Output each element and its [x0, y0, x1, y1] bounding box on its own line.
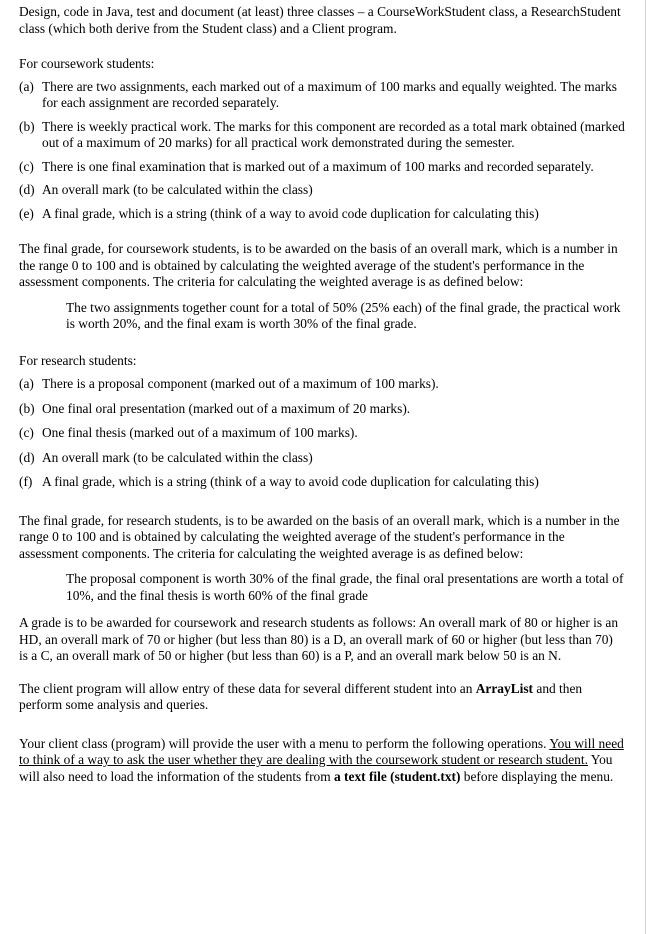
- list-marker: (e): [19, 205, 34, 221]
- list-marker: (b): [19, 118, 35, 134]
- list-item-text: An overall mark (to be calculated within the class): [42, 449, 313, 465]
- research-list: [19, 376, 625, 491]
- coursework-criteria: The two assignments together count for a total of 50% (25% each) of the final grade, the practical work is worth 20%, and the final exam is worth 30% of the final grade.: [66, 299, 621, 331]
- menu-paragraph: [19, 736, 625, 786]
- list-item: [19, 79, 625, 112]
- student-file-term: a text file (student.txt): [334, 768, 461, 784]
- list-item-text: One final thesis (marked out of a maximum of 100 marks).: [42, 425, 358, 440]
- coursework-list: [19, 79, 625, 223]
- research-criteria: The proposal component is worth 30% of the final grade, the final oral presentations are worth a total of 10%, and the final thesis is worth 60% of the final grade: [66, 571, 624, 603]
- list-marker: (b): [19, 400, 35, 416]
- list-marker: (d): [19, 182, 35, 197]
- list-item: [19, 206, 625, 223]
- list-marker: (c): [19, 425, 34, 440]
- menu-text-underlined: You will need to think of a way to ask the user whether they are dealing with the coursework student or research student.: [19, 735, 624, 767]
- list-item: [19, 450, 625, 467]
- list-item-text: One final oral presentation (marked out of a maximum of 20 marks).: [42, 400, 411, 416]
- list-item-text: There is a proposal component (marked out of a maximum of 100 marks).: [42, 376, 439, 391]
- arraylist-term: ArrayList: [475, 680, 534, 696]
- list-item-text: There is weekly practical work. The marks for this component are recorded as a total mark obtained (marked out of a maximum of 20 marks) for all practical work demonstrated during the semester.: [42, 118, 625, 150]
- list-marker: (a): [19, 376, 34, 391]
- coursework-grade-paragraph: The final grade, for coursework students, is to be awarded on the basis of an overall mark, which is a number in the range 0 to 100 and is obtained by calculating the weighted average of the student's performance in the assessment components. The criteria for calculating the weighted average is as defined below:: [19, 241, 618, 289]
- intro-paragraph: Design, code in Java, test and document (at least) three classes – a CourseWorkStudent class, a ResearchStudent class (which both derive from the Student class) and a Client program.: [19, 4, 621, 36]
- list-item-text: An overall mark (to be calculated within the class): [42, 182, 313, 197]
- list-item: [19, 119, 625, 152]
- list-item: [19, 474, 625, 491]
- list-item: [19, 401, 625, 418]
- list-marker: (d): [19, 449, 35, 465]
- list-item-text: A final grade, which is a string (think of a way to avoid code duplication for calculating this): [42, 205, 539, 221]
- list-item-text: A final grade, which is a string (think of a way to avoid code duplication for calculating this): [42, 474, 539, 489]
- research-heading: For research students:: [19, 352, 137, 368]
- grades-paragraph: A grade is to be awarded for coursework and research students as follows: An overall mark of 80 or higher is an HD, an overall mark of 70 or higher (but less than 80) is a D, an overall mark of 60 or higher (but less than 70) is a C, an overall mark of 50 or higher (but less than 60) is a P, and an overall mark below 50 is an N.: [19, 615, 619, 663]
- list-item: [19, 376, 625, 393]
- list-item: [19, 425, 625, 442]
- list-item-text: There is one final examination that is marked out of a maximum of 100 marks and recorded separately.: [42, 158, 594, 174]
- coursework-heading: For coursework students:: [19, 56, 155, 71]
- client-text-start: The client program will allow entry of these data for several different student into an: [19, 680, 476, 696]
- client-paragraph: [19, 681, 625, 714]
- menu-text-middle: You will also need to load the information of the students from: [19, 752, 613, 784]
- list-item: [19, 159, 625, 176]
- client-text-end: and then perform some analysis and queries.: [19, 680, 583, 712]
- list-item: [19, 182, 625, 199]
- list-item-text: There are two assignments, each marked out of a maximum of 100 marks and equally weighted. The marks for each assignment are recorded separately.: [42, 78, 618, 110]
- research-grade-paragraph: The final grade, for research students, is to be awarded on the basis of an overall mark, which is a number in the range 0 to 100 and is obtained by calculating the weighted average of the student's performance in the assessment components. The criteria for calculating the weighted average is as defined below:: [19, 512, 620, 561]
- menu-text-end: before displaying the menu.: [460, 768, 614, 784]
- list-marker: (c): [19, 158, 34, 174]
- list-marker: (a): [19, 78, 34, 94]
- list-marker: (f): [19, 474, 33, 489]
- menu-text-first: Your client class (program) will provide the user with a menu to perform the following operations.: [19, 735, 547, 751]
